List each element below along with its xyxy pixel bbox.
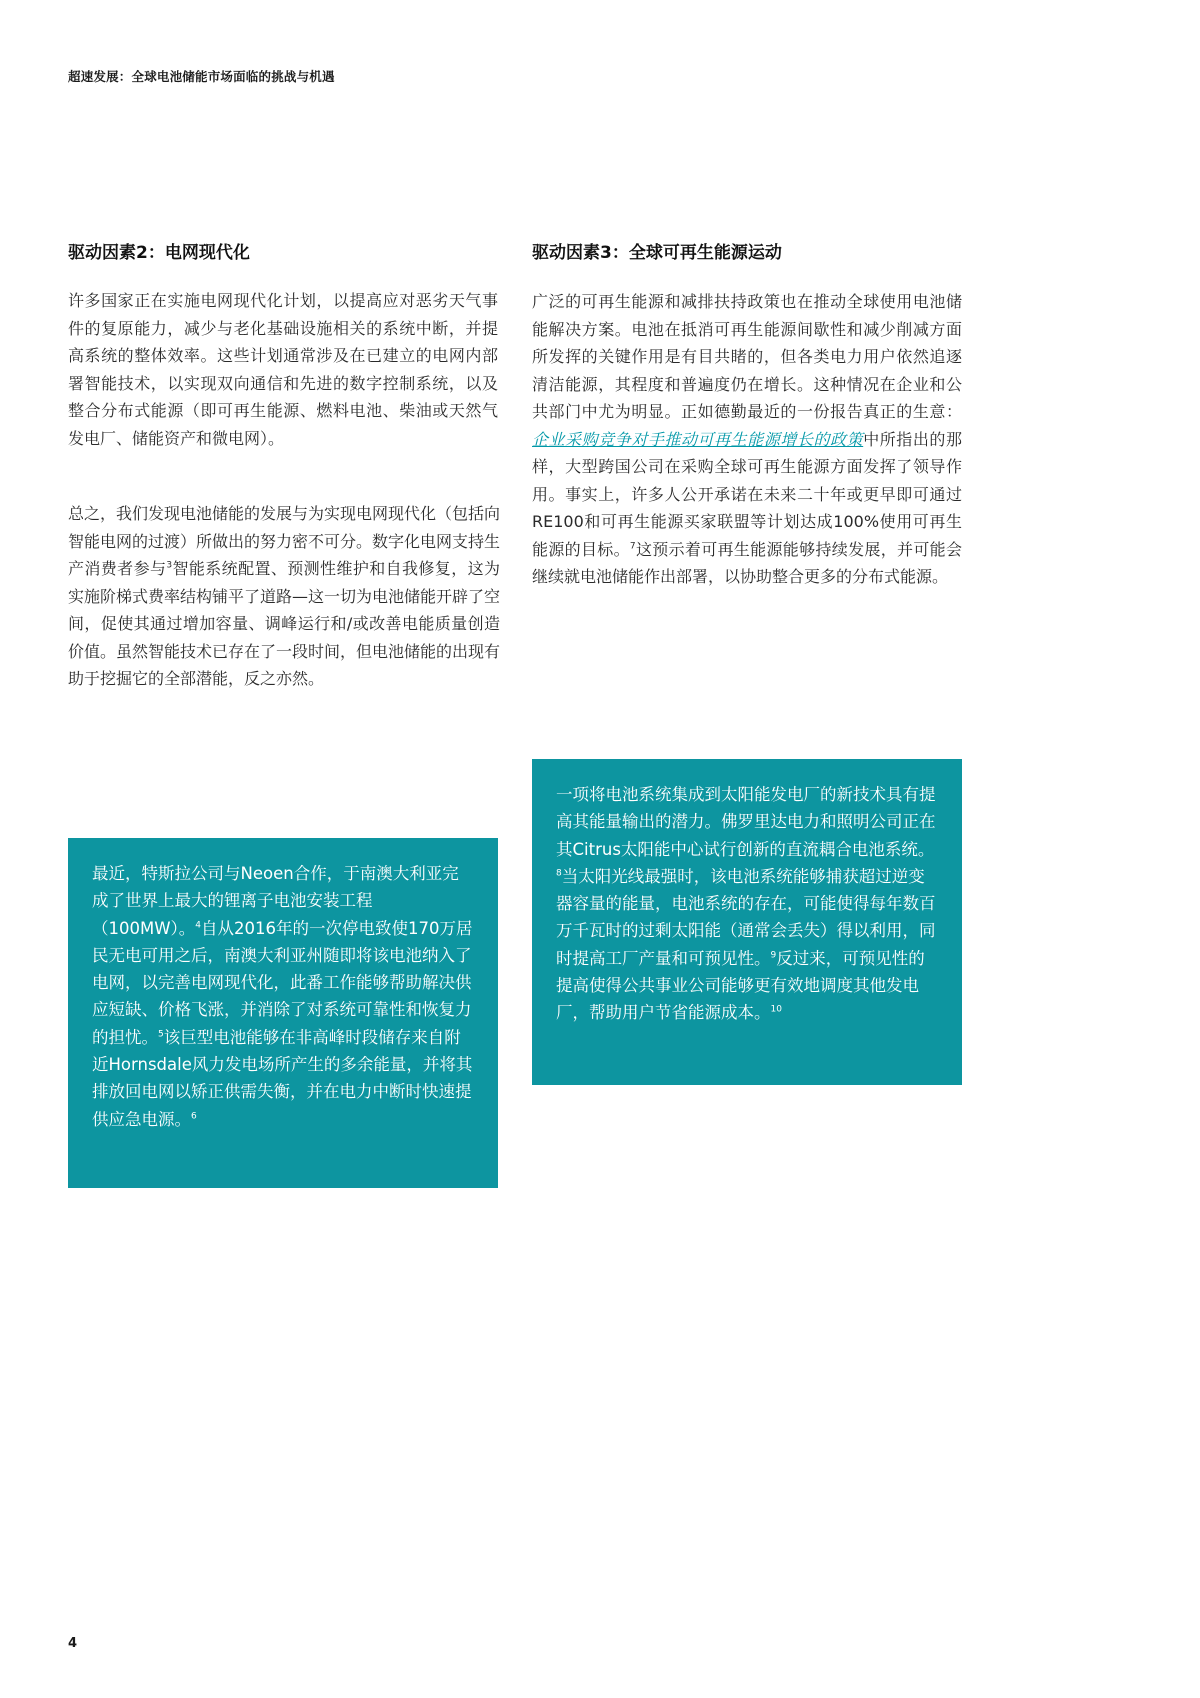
report-link[interactable]: 企业采购竞争对手推动可再生能源增长的政策	[532, 429, 864, 449]
callout-box-tesla-neoen	[68, 838, 498, 1188]
callout-text-part: 一项将电池系统集成到太阳能发电厂的新技术具有提高其能量输出的潜力。佛罗里达电力和照明公司正在其Citrus太阳能中心试行创新的直流耦合电池系统。	[556, 785, 936, 859]
footnote-ref-8[interactable]: 8	[556, 868, 562, 879]
footnote-ref-5[interactable]: 5	[158, 1029, 164, 1040]
callout-text-part: 自从2016年的一次停电致使170万居民无电可用之后，南澳大利亚州随即将该电池纳入了电网，以完善电网现代化，此番工作能够帮助解决供应短缺、价格飞涨，并消除了对系统可靠性和恢复力的担忧。	[92, 918, 473, 1047]
renewable-movement-paragraph	[532, 288, 962, 591]
section-title-grid-modernization: 驱动因素2：电网现代化	[68, 243, 250, 263]
footnote-ref-4[interactable]: 4	[195, 920, 202, 931]
footnote-ref-6[interactable]: 6	[191, 1111, 197, 1122]
paragraph-text: 这预示着可再生能源能够持续发展，并可能会继续就电池储能作出部署，以协助整合更多的分布式能源。	[532, 539, 962, 586]
footnote-ref-3[interactable]: 3	[166, 560, 173, 571]
grid-modernization-paragraph-1: 许多国家正在实施电网现代化计划，以提高应对恶劣天气事件的复原能力，减少与老化基础设施相关的系统中断，并提高系统的整体效率。这些计划通常涉及在已建立的电网内部署智能技术，以实现双向通信和先进的数字控制系统，以及整合分布式能源（即可再生能源、燃料电池、柴油或天然气发电厂、储能资产和微电网）。	[68, 291, 498, 448]
footnote-ref-7[interactable]: 7	[629, 541, 636, 552]
paragraph-text: 智能系统配置、预测性维护和自我修复，这为实施阶梯式费率结构铺平了道路—这一切为电池储能开辟了空间，促使其通过增加容量、调峰运行和/或改善电能质量创造价值。虽然智能技术已存在了一段时间，但电池储能的出现有助于挖掘它的全部潜能，反之亦然。	[68, 559, 501, 688]
footnote-ref-9[interactable]: 9	[770, 950, 777, 961]
grid-modernization-paragraph-2	[68, 500, 500, 693]
paragraph-text: 中所指出的那样，大型跨国公司在采购全球可再生能源方面发挥了领导作用。事实上，许多人公开承诺在未来二十年或更早即可通过RE100和可再生能源买家联盟等计划达成100%使用可再生能源的目标。	[532, 429, 962, 559]
running-header: 超速发展：全球电池储能市场面临的挑战与机遇	[68, 69, 335, 84]
callout-text-part: 当太阳光线最强时，该电池系统能够捕获超过逆变器容量的能量，电池系统的存在，可能使得每年数百万千瓦时的过剩太阳能（通常会丢失）得以利用，同时提高工厂产量和可预见性。	[556, 866, 936, 968]
section-title-renewable-movement: 驱动因素3：全球可再生能源运动	[532, 243, 782, 263]
paragraph-text: 广泛的可再生能源和减排扶持政策也在推动全球使用电池储能解决方案。电池在抵消可再生能源间歇性和减少削减方面所发挥的关键作用是有目共睹的，但各类电力用户依然追逐清洁能源，其程度和普遍度仍在增长。这种情况在企业和公共部门中尤为明显。正如德勤最近的一份报告真正的生意：	[532, 292, 962, 421]
callout-text-part: 反过来，可预见性的提高使得公共事业公司能够更有效地调度其他发电厂，帮助用户节省能源成本。	[556, 948, 925, 1023]
paragraph-text: 总之，我们发现电池储能的发展与为实现电网现代化（包括向智能电网的过渡）所做出的努力密不可分。数字化电网支持生产消费者参与	[68, 504, 501, 578]
callout-text-part: 最近，特斯拉公司与Neoen合作，于南澳大利亚完成了世界上最大的锂离子电池安装工程（100MW）。	[92, 864, 459, 938]
callout-text	[92, 860, 474, 1133]
callout-box-citrus-solar	[532, 759, 962, 1085]
callout-text	[556, 781, 938, 1027]
page-number: 4	[68, 1636, 78, 1651]
footnote-ref-10[interactable]: 10	[770, 1004, 782, 1015]
callout-text-part: 该巨型电池能够在非高峰时段储存来自附近Hornsdale风力发电场所产生的多余能量，并将其排放回电网以矫正供需失衡，并在电力中断时快速提供应急电源。	[92, 1027, 473, 1129]
